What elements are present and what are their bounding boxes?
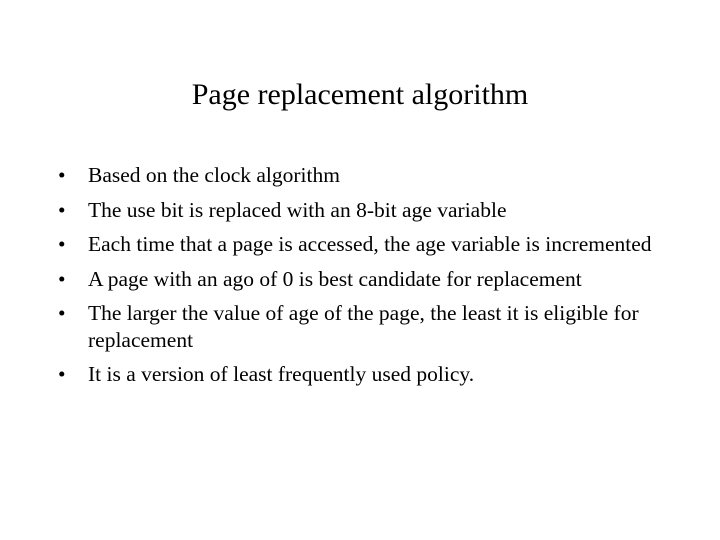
bullet-item-1 (58, 162, 688, 189)
bullet-text: The use bit is replaced with an 8-bit age variable (88, 197, 507, 222)
bullet-text: It is a version of least frequently used policy. (88, 362, 475, 386)
bullet-icon: • (58, 266, 66, 291)
bullet-icon: • (58, 197, 66, 222)
bullet-list (58, 162, 688, 396)
bullet-text: Each time that a page is accessed, the age variable is incremented (88, 232, 652, 256)
bullet-icon: • (58, 362, 66, 386)
bullet-icon: • (58, 163, 66, 187)
bullet-item-3 (58, 231, 688, 258)
bullet-icon: • (58, 232, 66, 256)
bullet-item-6 (58, 361, 688, 388)
bullet-icon: • (58, 301, 66, 325)
bullet-item-5 (58, 300, 688, 353)
slide-title: Page replacement algorithm (191, 78, 529, 111)
bullet-text: The larger the value of age of the page, the least it is eligible for replacement (88, 301, 639, 352)
bullet-item-2 (58, 197, 688, 224)
bullet-text: Based on the clock algorithm (88, 163, 340, 187)
bullet-text: A page with an ago of 0 is best candidate for replacement (88, 266, 582, 291)
bullet-item-4 (58, 266, 688, 293)
